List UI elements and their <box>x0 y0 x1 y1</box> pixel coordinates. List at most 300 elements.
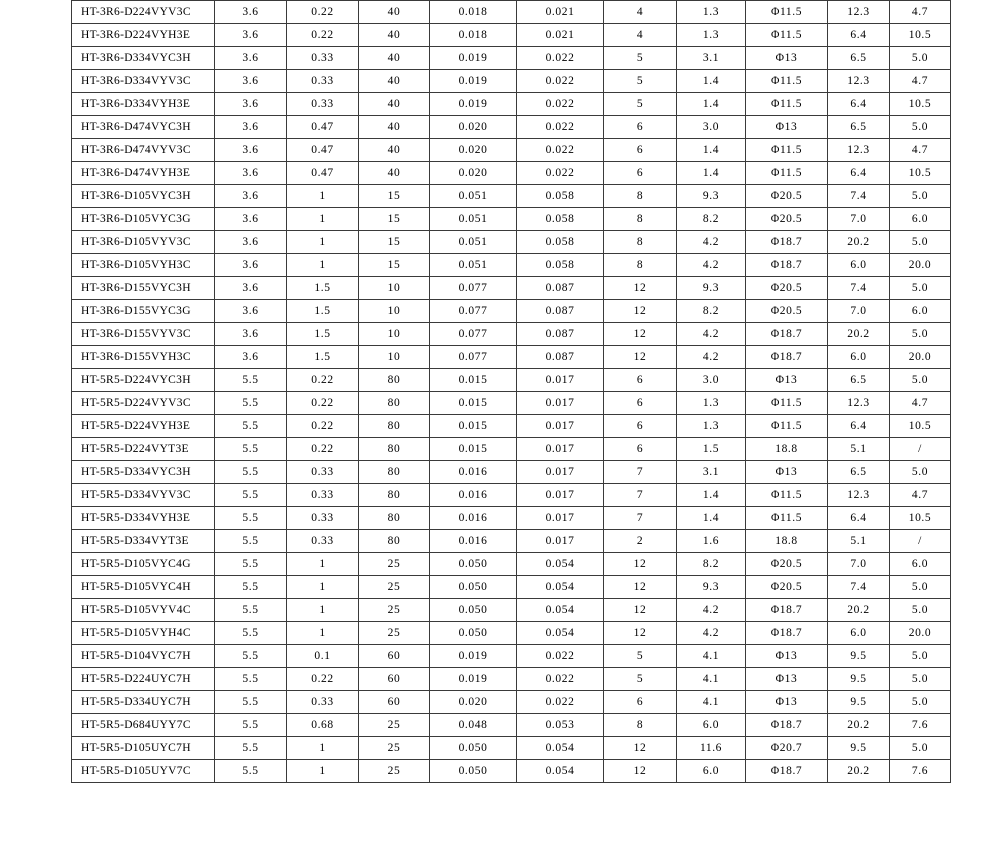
table-cell: 4.7 <box>890 484 951 507</box>
part-number-cell: HT-3R6-D105VYC3H <box>72 185 215 208</box>
table-cell: 0.017 <box>517 392 604 415</box>
table-cell: 12 <box>604 323 677 346</box>
table-cell: 1.4 <box>677 93 746 116</box>
table-cell: Φ13 <box>746 668 828 691</box>
table-row <box>72 277 951 300</box>
table-cell: 0.016 <box>430 461 517 484</box>
table-cell: 0.050 <box>430 622 517 645</box>
table-cell: 5.5 <box>215 507 287 530</box>
table-cell: Φ20.7 <box>746 737 828 760</box>
table-cell: 0.33 <box>287 507 359 530</box>
table-cell: 80 <box>359 507 430 530</box>
table-cell: Φ18.7 <box>746 323 828 346</box>
table-cell: 12.3 <box>828 392 890 415</box>
table-cell: 6.4 <box>828 93 890 116</box>
part-number-cell: HT-3R6-D155VYC3G <box>72 300 215 323</box>
table-cell: 12 <box>604 760 677 783</box>
table-cell: 1.4 <box>677 484 746 507</box>
table-cell: / <box>890 530 951 553</box>
table-cell: 12 <box>604 737 677 760</box>
table-cell: 9.5 <box>828 737 890 760</box>
table-cell: 12.3 <box>828 70 890 93</box>
table-cell: 40 <box>359 70 430 93</box>
table-cell: 1 <box>287 622 359 645</box>
table-cell: 5.5 <box>215 392 287 415</box>
table-cell: 5.1 <box>828 530 890 553</box>
table-cell: Φ18.7 <box>746 760 828 783</box>
table-cell: Φ18.7 <box>746 231 828 254</box>
table-cell: 6.4 <box>828 162 890 185</box>
table-cell: 0.017 <box>517 415 604 438</box>
table-cell: 0.022 <box>517 116 604 139</box>
part-number-cell: HT-5R5-D105VYH4C <box>72 622 215 645</box>
part-number-cell: HT-3R6-D224VYH3E <box>72 24 215 47</box>
table-cell: 1 <box>287 553 359 576</box>
table-cell: 7.6 <box>890 760 951 783</box>
table-cell: 7.6 <box>890 714 951 737</box>
table-cell: 6.5 <box>828 47 890 70</box>
table-cell: 1.4 <box>677 139 746 162</box>
table-row <box>72 116 951 139</box>
table-cell: 9.5 <box>828 691 890 714</box>
table-cell: 20.2 <box>828 760 890 783</box>
table-row <box>72 254 951 277</box>
table-cell: 9.5 <box>828 668 890 691</box>
table-cell: 7.0 <box>828 300 890 323</box>
table-row <box>72 323 951 346</box>
table-cell: 3.6 <box>215 185 287 208</box>
table-cell: 5.5 <box>215 530 287 553</box>
table-cell: 0.68 <box>287 714 359 737</box>
table-cell: 8 <box>604 208 677 231</box>
table-cell: 5.5 <box>215 415 287 438</box>
table-cell: 6.4 <box>828 415 890 438</box>
table-cell: 40 <box>359 139 430 162</box>
table-cell: 80 <box>359 369 430 392</box>
table-row <box>72 185 951 208</box>
table-cell: 5.0 <box>890 231 951 254</box>
table-cell: 0.017 <box>517 438 604 461</box>
table-cell: 0.051 <box>430 185 517 208</box>
table-cell: 0.22 <box>287 668 359 691</box>
table-row <box>72 162 951 185</box>
table-cell: 0.022 <box>517 139 604 162</box>
table-cell: 1 <box>287 760 359 783</box>
table-cell: 5 <box>604 93 677 116</box>
part-number-cell: HT-3R6-D155VYC3H <box>72 277 215 300</box>
table-cell: 20.0 <box>890 346 951 369</box>
table-cell: 1.5 <box>287 277 359 300</box>
table-row <box>72 599 951 622</box>
table-cell: 0.048 <box>430 714 517 737</box>
table-cell: 3.0 <box>677 116 746 139</box>
table-cell: 10 <box>359 346 430 369</box>
table-cell: Φ18.7 <box>746 714 828 737</box>
table-cell: Φ11.5 <box>746 484 828 507</box>
table-cell: Φ11.5 <box>746 1 828 24</box>
table-cell: 0.33 <box>287 461 359 484</box>
table-cell: Φ20.5 <box>746 277 828 300</box>
table-cell: 1.3 <box>677 392 746 415</box>
table-cell: 5.0 <box>890 323 951 346</box>
table-cell: 10.5 <box>890 162 951 185</box>
table-cell: 0.077 <box>430 346 517 369</box>
table-cell: 18.8 <box>746 530 828 553</box>
table-cell: 3.6 <box>215 254 287 277</box>
table-cell: 8 <box>604 254 677 277</box>
table-cell: 0.017 <box>517 484 604 507</box>
table-cell: 4.2 <box>677 599 746 622</box>
table-cell: 4.1 <box>677 668 746 691</box>
table-cell: 5 <box>604 668 677 691</box>
table-cell: 5.5 <box>215 576 287 599</box>
table-cell: 6 <box>604 392 677 415</box>
table-cell: 5.1 <box>828 438 890 461</box>
part-number-cell: HT-5R5-D224UYC7H <box>72 668 215 691</box>
table-cell: 5.0 <box>890 668 951 691</box>
part-number-cell: HT-5R5-D334VYH3E <box>72 507 215 530</box>
table-cell: 1.3 <box>677 24 746 47</box>
table-cell: 1.3 <box>677 1 746 24</box>
table-cell: 6 <box>604 162 677 185</box>
table-cell: 15 <box>359 208 430 231</box>
table-cell: 0.054 <box>517 760 604 783</box>
table-cell: 1 <box>287 599 359 622</box>
table-cell: 0.33 <box>287 691 359 714</box>
table-row <box>72 507 951 530</box>
table-cell: Φ20.5 <box>746 185 828 208</box>
table-cell: 5.5 <box>215 369 287 392</box>
table-cell: 5.0 <box>890 369 951 392</box>
table-row <box>72 93 951 116</box>
table-cell: 4 <box>604 1 677 24</box>
table-cell: 6.0 <box>828 254 890 277</box>
table-cell: 5.5 <box>215 714 287 737</box>
table-cell: 0.018 <box>430 1 517 24</box>
table-cell: Φ20.5 <box>746 553 828 576</box>
table-cell: 0.054 <box>517 737 604 760</box>
table-cell: 1 <box>287 576 359 599</box>
table-cell: 20.2 <box>828 599 890 622</box>
table-cell: 4.2 <box>677 323 746 346</box>
part-number-cell: HT-5R5-D105UYC7H <box>72 737 215 760</box>
table-cell: 3.1 <box>677 461 746 484</box>
table-cell: Φ13 <box>746 47 828 70</box>
part-number-cell: HT-3R6-D155VYH3C <box>72 346 215 369</box>
part-number-cell: HT-5R5-D105VYC4G <box>72 553 215 576</box>
table-cell: 6.0 <box>677 714 746 737</box>
table-cell: 1.3 <box>677 415 746 438</box>
table-cell: 6.0 <box>890 300 951 323</box>
table-cell: 0.016 <box>430 530 517 553</box>
table-cell: 5 <box>604 70 677 93</box>
table-cell: 7 <box>604 461 677 484</box>
table-cell: 0.050 <box>430 599 517 622</box>
table-cell: 8.2 <box>677 553 746 576</box>
table-cell: 25 <box>359 714 430 737</box>
table-cell: 80 <box>359 461 430 484</box>
table-cell: 5.0 <box>890 691 951 714</box>
table-cell: 0.077 <box>430 323 517 346</box>
table-cell: 20.2 <box>828 714 890 737</box>
table-cell: 15 <box>359 185 430 208</box>
table-row <box>72 139 951 162</box>
table-cell: 1.4 <box>677 507 746 530</box>
table-row <box>72 645 951 668</box>
table-cell: 3.6 <box>215 208 287 231</box>
table-cell: 0.47 <box>287 139 359 162</box>
table-cell: 0.47 <box>287 116 359 139</box>
table-cell: 0.058 <box>517 185 604 208</box>
table-cell: 8 <box>604 185 677 208</box>
table-cell: 0.017 <box>517 461 604 484</box>
table-cell: 0.017 <box>517 369 604 392</box>
table-cell: 12 <box>604 300 677 323</box>
table-cell: 5 <box>604 645 677 668</box>
table-cell: 1.6 <box>677 530 746 553</box>
table-cell: 0.022 <box>517 162 604 185</box>
table-row <box>72 553 951 576</box>
table-cell: 0.087 <box>517 300 604 323</box>
table-cell: 7.4 <box>828 277 890 300</box>
table-cell: / <box>890 438 951 461</box>
table-cell: Φ13 <box>746 691 828 714</box>
table-cell: 0.22 <box>287 392 359 415</box>
table-row <box>72 438 951 461</box>
table-row <box>72 369 951 392</box>
table-cell: 25 <box>359 576 430 599</box>
table-cell: 6 <box>604 139 677 162</box>
table-cell: 40 <box>359 116 430 139</box>
table-cell: 0.019 <box>430 47 517 70</box>
table-cell: 6 <box>604 369 677 392</box>
table-cell: 3.6 <box>215 346 287 369</box>
table-cell: Φ11.5 <box>746 93 828 116</box>
table-row <box>72 208 951 231</box>
table-cell: 9.3 <box>677 576 746 599</box>
table-row <box>72 231 951 254</box>
table-cell: 80 <box>359 438 430 461</box>
table-cell: 0.051 <box>430 208 517 231</box>
table-cell: 1 <box>287 208 359 231</box>
table-cell: 5.5 <box>215 461 287 484</box>
table-cell: 1 <box>287 185 359 208</box>
table-cell: 0.017 <box>517 507 604 530</box>
table-cell: 0.020 <box>430 162 517 185</box>
part-number-cell: HT-5R5-D334VYT3E <box>72 530 215 553</box>
table-cell: 0.022 <box>517 691 604 714</box>
table-cell: 10.5 <box>890 24 951 47</box>
table-cell: 0.021 <box>517 24 604 47</box>
table-row <box>72 622 951 645</box>
table-cell: 60 <box>359 691 430 714</box>
table-cell: 10 <box>359 300 430 323</box>
table-cell: 0.022 <box>517 47 604 70</box>
table-cell: 6 <box>604 116 677 139</box>
table-cell: 0.050 <box>430 576 517 599</box>
table-cell: 4.2 <box>677 231 746 254</box>
table-cell: 3.6 <box>215 323 287 346</box>
table-cell: 5.5 <box>215 553 287 576</box>
table-cell: 12 <box>604 277 677 300</box>
part-number-cell: HT-3R6-D105VYV3C <box>72 231 215 254</box>
table-cell: 6.0 <box>828 346 890 369</box>
table-cell: 1.4 <box>677 162 746 185</box>
table-cell: Φ18.7 <box>746 622 828 645</box>
table-cell: 6 <box>604 691 677 714</box>
part-number-cell: HT-3R6-D334VYH3E <box>72 93 215 116</box>
table-cell: 6 <box>604 438 677 461</box>
table-cell: 5.5 <box>215 760 287 783</box>
table-cell: Φ13 <box>746 461 828 484</box>
table-row <box>72 346 951 369</box>
table-cell: 0.015 <box>430 369 517 392</box>
table-cell: 0.47 <box>287 162 359 185</box>
part-number-cell: HT-3R6-D224VYV3C <box>72 1 215 24</box>
table-cell: 6.5 <box>828 461 890 484</box>
table-cell: 0.33 <box>287 47 359 70</box>
table-cell: 4 <box>604 24 677 47</box>
table-row <box>72 530 951 553</box>
table-cell: 1.5 <box>287 323 359 346</box>
table-row <box>72 461 951 484</box>
part-number-cell: HT-5R5-D224VYV3C <box>72 392 215 415</box>
table-cell: 12 <box>604 622 677 645</box>
part-number-cell: HT-3R6-D474VYH3E <box>72 162 215 185</box>
table-cell: 80 <box>359 484 430 507</box>
table-cell: 5.5 <box>215 438 287 461</box>
table-cell: Φ11.5 <box>746 415 828 438</box>
table-cell: 12.3 <box>828 139 890 162</box>
table-cell: Φ20.5 <box>746 576 828 599</box>
table-cell: 0.087 <box>517 277 604 300</box>
table-cell: 10.5 <box>890 415 951 438</box>
table-cell: 60 <box>359 668 430 691</box>
specification-table <box>71 0 951 783</box>
table-cell: Φ13 <box>746 116 828 139</box>
table-cell: 0.022 <box>517 70 604 93</box>
table-cell: Φ13 <box>746 369 828 392</box>
table-cell: 0.1 <box>287 645 359 668</box>
table-cell: 3.6 <box>215 277 287 300</box>
table-cell: Φ11.5 <box>746 139 828 162</box>
table-cell: 6.0 <box>890 208 951 231</box>
table-cell: 6.5 <box>828 369 890 392</box>
table-cell: 0.33 <box>287 70 359 93</box>
part-number-cell: HT-3R6-D334VYC3H <box>72 47 215 70</box>
table-cell: 8 <box>604 231 677 254</box>
table-cell: 0.020 <box>430 691 517 714</box>
table-cell: 5.0 <box>890 576 951 599</box>
part-number-cell: HT-5R5-D105VYV4C <box>72 599 215 622</box>
table-cell: 1.5 <box>287 300 359 323</box>
table-row <box>72 300 951 323</box>
table-row <box>72 576 951 599</box>
table-cell: 0.017 <box>517 530 604 553</box>
table-cell: 6.5 <box>828 116 890 139</box>
table-cell: 15 <box>359 254 430 277</box>
table-cell: Φ20.5 <box>746 300 828 323</box>
table-cell: 3.6 <box>215 47 287 70</box>
table-cell: 3.6 <box>215 24 287 47</box>
table-cell: 3.6 <box>215 139 287 162</box>
table-cell: 0.087 <box>517 323 604 346</box>
table-cell: 10.5 <box>890 93 951 116</box>
table-cell: 0.077 <box>430 300 517 323</box>
part-number-cell: HT-5R5-D684UYY7C <box>72 714 215 737</box>
table-cell: Φ11.5 <box>746 162 828 185</box>
table-cell: 9.3 <box>677 277 746 300</box>
table-cell: 3.1 <box>677 47 746 70</box>
table-cell: 18.8 <box>746 438 828 461</box>
table-cell: 80 <box>359 530 430 553</box>
table-cell: 0.018 <box>430 24 517 47</box>
table-cell: 0.077 <box>430 277 517 300</box>
table-cell: 5.0 <box>890 461 951 484</box>
spec-table-body <box>72 1 951 783</box>
table-row <box>72 737 951 760</box>
table-cell: 5 <box>604 47 677 70</box>
table-cell: 8 <box>604 714 677 737</box>
table-cell: 1.5 <box>287 346 359 369</box>
table-cell: 0.019 <box>430 668 517 691</box>
table-cell: 3.6 <box>215 93 287 116</box>
part-number-cell: HT-5R5-D334VYC3H <box>72 461 215 484</box>
table-cell: 0.016 <box>430 484 517 507</box>
part-number-cell: HT-3R6-D474VYV3C <box>72 139 215 162</box>
table-cell: 5.5 <box>215 691 287 714</box>
table-cell: 7.4 <box>828 576 890 599</box>
table-cell: 80 <box>359 392 430 415</box>
table-row <box>72 70 951 93</box>
table-cell: Φ11.5 <box>746 24 828 47</box>
table-cell: 0.019 <box>430 93 517 116</box>
table-cell: 7 <box>604 484 677 507</box>
table-cell: 40 <box>359 1 430 24</box>
table-cell: 3.6 <box>215 231 287 254</box>
table-cell: 0.058 <box>517 208 604 231</box>
table-cell: 0.22 <box>287 1 359 24</box>
part-number-cell: HT-5R5-D105UYV7C <box>72 760 215 783</box>
table-cell: 0.33 <box>287 530 359 553</box>
table-cell: 25 <box>359 599 430 622</box>
table-cell: Φ18.7 <box>746 599 828 622</box>
part-number-cell: HT-5R5-D334VYV3C <box>72 484 215 507</box>
table-cell: 0.020 <box>430 139 517 162</box>
table-cell: 25 <box>359 737 430 760</box>
table-cell: 0.050 <box>430 737 517 760</box>
table-cell: 4.1 <box>677 645 746 668</box>
table-cell: 8.2 <box>677 300 746 323</box>
table-cell: 25 <box>359 622 430 645</box>
table-cell: Φ11.5 <box>746 392 828 415</box>
table-cell: 12 <box>604 599 677 622</box>
table-cell: 0.054 <box>517 599 604 622</box>
table-cell: 40 <box>359 162 430 185</box>
table-cell: 8.2 <box>677 208 746 231</box>
table-cell: 6.0 <box>677 760 746 783</box>
table-cell: 1.4 <box>677 70 746 93</box>
table-cell: 0.054 <box>517 622 604 645</box>
table-cell: 0.015 <box>430 438 517 461</box>
table-row <box>72 668 951 691</box>
part-number-cell: HT-5R5-D224VYT3E <box>72 438 215 461</box>
table-cell: 0.019 <box>430 70 517 93</box>
part-number-cell: HT-5R5-D104VYC7H <box>72 645 215 668</box>
table-cell: 4.2 <box>677 346 746 369</box>
table-cell: 4.2 <box>677 254 746 277</box>
table-cell: 12 <box>604 576 677 599</box>
